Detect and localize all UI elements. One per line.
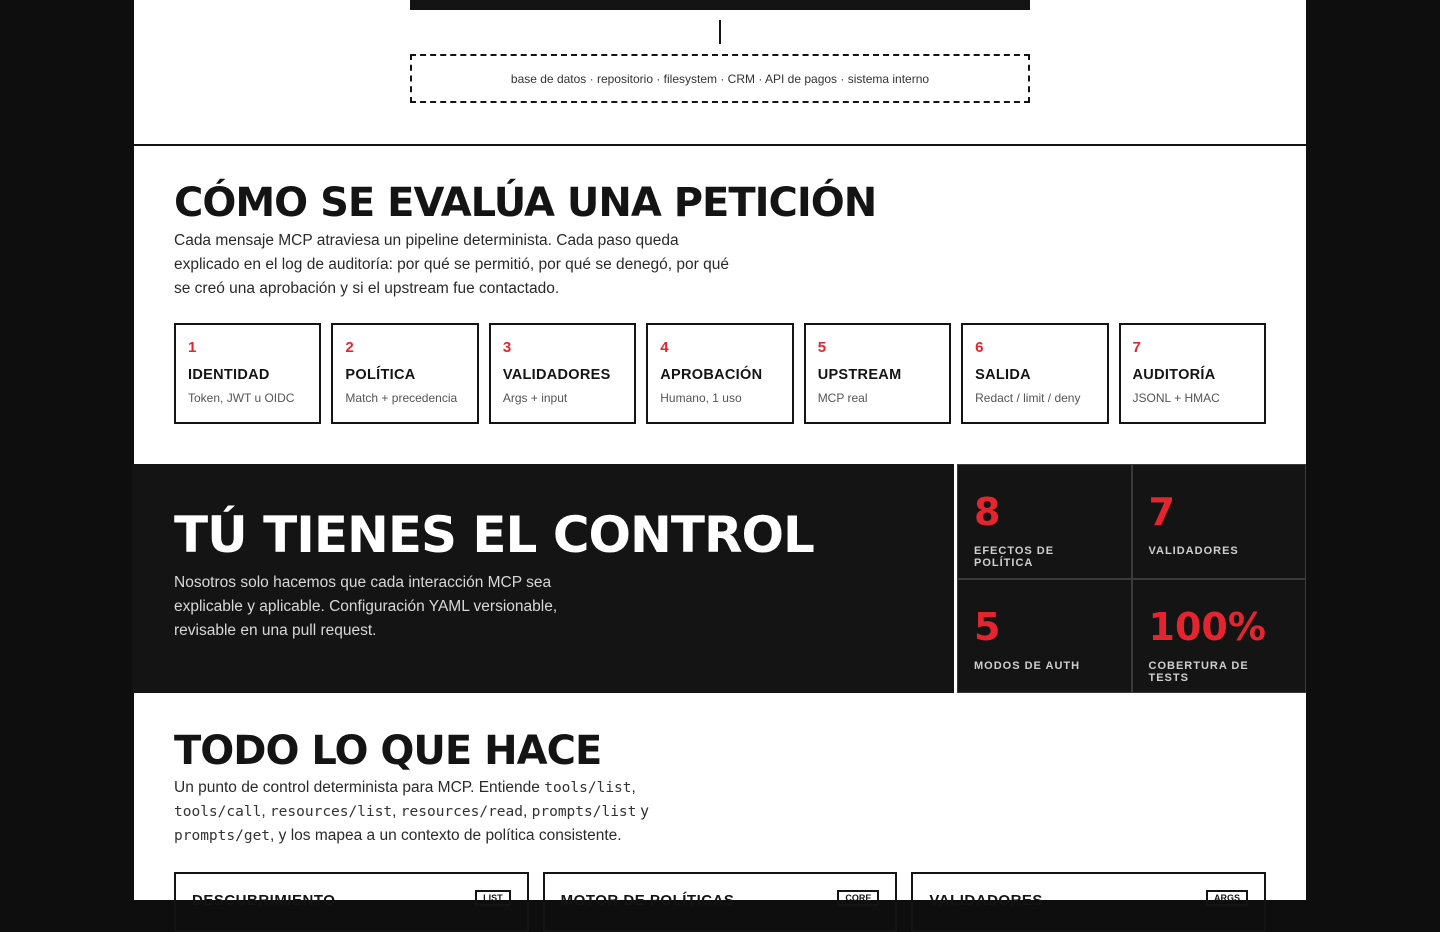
gateway-block	[410, 0, 1030, 10]
step-subtitle: Args + input	[502, 391, 568, 405]
stat-label: EFECTOS DE POLÍTICA	[974, 545, 1055, 569]
code-method: tools/list	[544, 780, 632, 796]
step-number: 2	[345, 339, 354, 356]
section-divider	[134, 144, 1306, 146]
features-desc-text: , y los mapea a un contexto de política consistente.	[270, 827, 622, 844]
step-number: 1	[188, 339, 197, 356]
pipeline-step	[646, 323, 793, 424]
separator: ,	[261, 803, 270, 820]
stat-value: 5	[974, 604, 1001, 649]
feature-card-title: VALIDADORES	[929, 892, 1043, 909]
stat-card	[957, 579, 1132, 694]
control-title: TÚ TIENES EL CONTROL	[174, 506, 814, 564]
feature-card-tag: LIST	[475, 890, 511, 906]
pipeline-title: CÓMO SE EVALÚA UNA PETICIÓN	[174, 180, 877, 226]
page	[134, 0, 1306, 909]
feature-card	[911, 872, 1266, 932]
step-number: 7	[1132, 339, 1141, 356]
stat-label: MODOS DE AUTH	[974, 659, 1081, 672]
stat-label: VALIDADORES	[1148, 545, 1239, 557]
features-title: TODO LO QUE HACE	[174, 728, 602, 774]
stat-card	[1132, 579, 1307, 694]
control-section	[132, 464, 1306, 693]
pipeline-step	[331, 323, 478, 424]
separator: y	[636, 803, 649, 820]
feature-card	[543, 872, 898, 932]
separator: ,	[631, 779, 636, 796]
feature-card	[174, 872, 529, 932]
features-description	[174, 776, 714, 848]
feature-card-title: MOTOR DE POLÍTICAS	[560, 892, 735, 909]
pipeline-step	[1119, 323, 1266, 424]
code-method: tools/call	[174, 804, 262, 820]
feature-card-tag: CORE	[837, 890, 879, 906]
feature-cards	[174, 872, 1266, 932]
pipeline-step	[174, 323, 321, 424]
separator: ,	[523, 803, 532, 820]
stat-value: 7	[1148, 490, 1175, 534]
step-name: VALIDADORES	[502, 367, 611, 383]
step-number: 6	[975, 339, 984, 356]
pipeline-steps	[174, 323, 1266, 424]
code-method: prompts/get	[174, 828, 271, 844]
step-subtitle: JSONL + HMAC	[1132, 391, 1220, 405]
code-method: resources/read	[400, 804, 523, 820]
stat-card	[957, 464, 1132, 579]
feature-card-tag: ARGS	[1206, 890, 1248, 906]
upstream-systems-box	[410, 54, 1030, 103]
control-description: Nosotros solo hacemos que cada interacción MCP sea explicable y aplicable. Configuración YAML versionable, revisable en una pull request.	[174, 574, 558, 639]
upstream-systems-text: base de datos · repositorio · filesystem · CRM · API de pagos · sistema interno	[510, 71, 930, 86]
connector-line	[719, 20, 721, 44]
step-subtitle: MCP real	[817, 391, 868, 405]
pipeline-step	[489, 323, 636, 424]
stats-grid	[954, 464, 1306, 693]
step-subtitle: Humano, 1 uso	[660, 391, 742, 405]
step-subtitle: Token, JWT u OIDC	[188, 391, 295, 405]
step-name: IDENTIDAD	[188, 367, 270, 383]
stat-card	[1132, 464, 1307, 579]
separator: ,	[392, 803, 401, 820]
pipeline-step	[961, 323, 1108, 424]
step-name: POLÍTICA	[345, 367, 416, 383]
stat-label: COBERTURA DE TESTS	[1148, 659, 1249, 684]
step-number: 3	[502, 339, 512, 356]
pipeline-description: Cada mensaje MCP atraviesa un pipeline determinista. Cada paso queda explicado en el log de auditoría: por qué se permitió, por qué se denegó, por qué se creó una aprobación y si el upstream fue contactado.	[174, 232, 729, 297]
step-name: UPSTREAM	[817, 367, 902, 383]
step-name: APROBACIÓN	[660, 367, 763, 383]
code-method: resources/list	[269, 804, 393, 820]
pipeline-step	[804, 323, 951, 424]
step-subtitle: Match + precedencia	[345, 391, 458, 405]
features-desc-text: Un punto de control determinista para MCP. Entiende	[174, 779, 545, 796]
step-name: SALIDA	[975, 367, 1031, 383]
step-number: 5	[817, 339, 827, 356]
stat-value: 100%	[1148, 604, 1266, 649]
step-name: AUDITORÍA	[1132, 367, 1216, 383]
step-number: 4	[660, 339, 669, 356]
stat-value: 8	[974, 490, 1001, 534]
feature-card-title: DESCUBRIMIENTO	[192, 892, 336, 909]
step-subtitle: Redact / limit / deny	[975, 391, 1081, 405]
code-method: prompts/list	[531, 804, 637, 820]
